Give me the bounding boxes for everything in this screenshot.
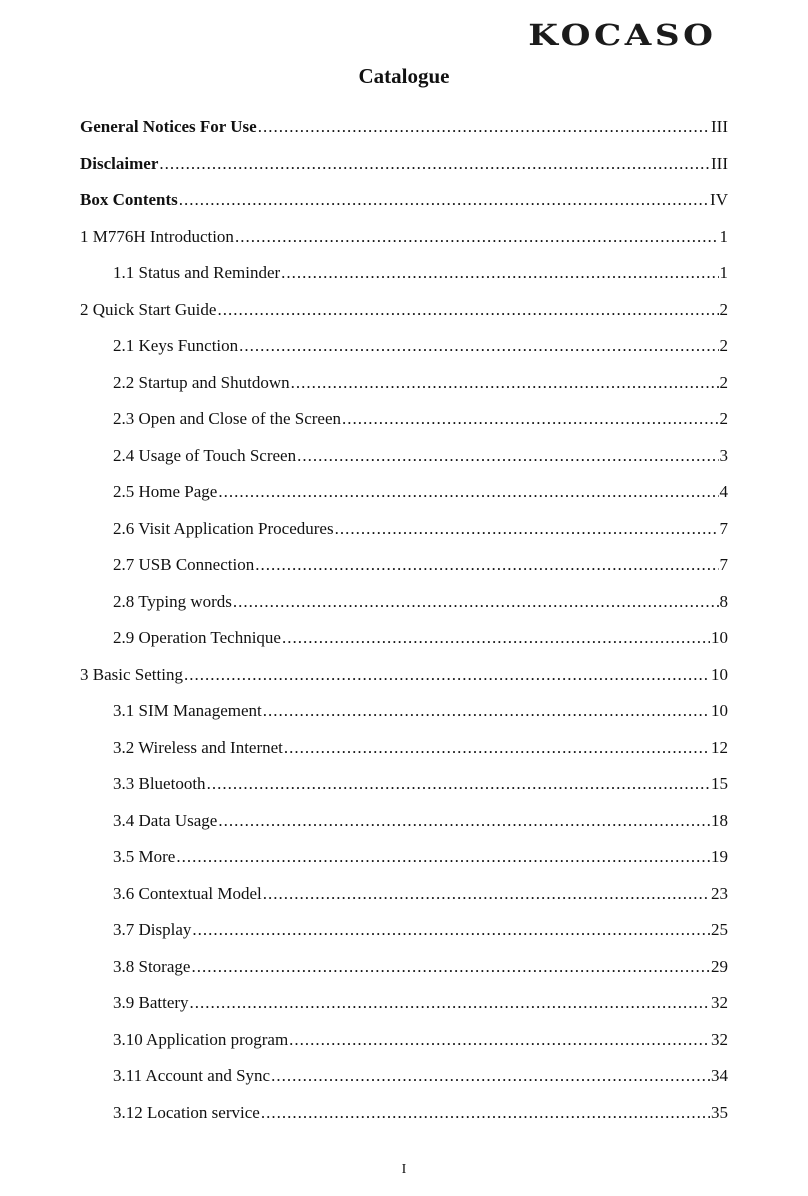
dot-leader (217, 297, 718, 323)
toc-entry-label: 2.1 Keys Function (113, 336, 239, 355)
dot-leader (284, 735, 710, 761)
toc-entry[interactable] (80, 443, 728, 480)
toc-entry[interactable] (80, 990, 728, 1027)
kocaso-logo: KOCASO (527, 18, 716, 52)
dot-leader (233, 589, 719, 615)
toc-entry[interactable] (80, 297, 728, 334)
dot-leader (291, 370, 719, 396)
toc-entry-page: 32 (711, 1029, 728, 1049)
toc-entry-page: 2 (719, 299, 728, 319)
dot-leader (258, 114, 710, 140)
toc-entry-label: 3.2 Wireless and Internet (113, 737, 283, 757)
toc-entry[interactable] (80, 370, 728, 407)
dot-leader (218, 808, 710, 834)
toc-entry-label: 3.7 Display (113, 920, 192, 939)
toc-entry-page: 7 (719, 518, 728, 538)
toc-entry-page: IV (710, 190, 728, 209)
toc-entry[interactable] (80, 406, 728, 443)
toc-entry-page: 18 (711, 810, 728, 830)
toc-entry[interactable] (80, 151, 728, 188)
dot-leader (176, 844, 710, 870)
toc-entry-label: Box Contents (80, 190, 178, 209)
toc-entry-label: 3.8 Storage (113, 956, 191, 976)
toc-entry-page: 2 (719, 336, 728, 355)
toc-entry-label: 3.5 More (113, 847, 176, 866)
toc-entry-page: 23 (711, 883, 728, 903)
toc-entry-page: 35 (711, 1102, 728, 1122)
toc-entry-page: 34 (711, 1066, 728, 1085)
toc-entry[interactable] (80, 808, 728, 845)
toc-entry-label: 3.6 Contextual Model (113, 883, 262, 903)
dot-leader (297, 443, 718, 469)
toc-entry-label: 2.8 Typing words (113, 591, 232, 611)
page-title: Catalogue (358, 64, 450, 88)
toc-entry[interactable] (80, 187, 728, 224)
toc-entry[interactable] (80, 552, 728, 589)
toc-entry[interactable] (80, 735, 728, 772)
toc-entry-page: 12 (711, 737, 728, 757)
dot-leader (289, 1027, 710, 1053)
toc-entry-label: 3 Basic Setting (80, 664, 183, 684)
toc-entry[interactable] (80, 771, 728, 808)
dot-leader (159, 151, 710, 177)
toc-entry-label: 3.1 SIM Management (113, 701, 262, 720)
toc-entry-page: 4 (719, 482, 728, 501)
toc-entry[interactable] (80, 881, 728, 918)
toc-entry[interactable] (80, 224, 728, 261)
toc-entry[interactable] (80, 333, 728, 370)
toc-entry-page: 29 (711, 956, 728, 976)
toc-entry[interactable] (80, 589, 728, 626)
dot-leader (261, 1100, 710, 1126)
dot-leader (335, 516, 719, 542)
dot-leader (255, 552, 718, 578)
toc-entry-page: 2 (719, 409, 728, 428)
toc-entry-label: 1.1 Status and Reminder (113, 263, 281, 282)
toc-entry-label: 3.4 Data Usage (113, 810, 218, 830)
toc-entry-label: 2.7 USB Connection (113, 555, 255, 574)
toc-entry[interactable] (80, 662, 728, 699)
toc-entry-label: 3.9 Battery (113, 993, 189, 1012)
dot-leader (282, 625, 710, 651)
toc-entry-label: 2.4 Usage of Touch Screen (113, 445, 297, 465)
toc-entry-label: 3.12 Location service (113, 1102, 260, 1122)
dot-leader (263, 698, 710, 724)
toc-entry-page: 1 (719, 226, 728, 246)
toc-entry[interactable] (80, 1100, 728, 1137)
toc-entry-label: 2.5 Home Page (113, 482, 218, 501)
dot-leader (190, 990, 710, 1016)
toc-entry-label: 2.6 Visit Application Procedures (113, 518, 334, 538)
toc-entry-page: 2 (719, 372, 728, 392)
dot-leader (342, 406, 718, 432)
toc-entry-page: 1 (719, 263, 728, 282)
toc-entry-page: 8 (719, 591, 728, 611)
toc-entry[interactable] (80, 844, 728, 881)
toc-entry-page: 25 (711, 920, 728, 939)
toc-entry-label: 3.3 Bluetooth (113, 774, 206, 793)
toc-entry-page: 15 (711, 774, 728, 793)
page-number: I (401, 1162, 407, 1177)
toc-entry[interactable] (80, 1027, 728, 1064)
toc-entry[interactable] (80, 954, 728, 991)
toc-entry-label: 2.2 Startup and Shutdown (113, 372, 290, 392)
dot-leader (239, 333, 718, 359)
dot-leader (207, 771, 710, 797)
dot-leader (184, 662, 710, 688)
toc-entry-label: 2.9 Operation Technique (113, 628, 281, 647)
toc-entry-label: 3.11 Account and Sync (113, 1066, 271, 1085)
toc-entry-page: 10 (711, 701, 728, 720)
table-of-contents (80, 114, 728, 1136)
dot-leader (191, 954, 710, 980)
toc-entry-page: III (711, 117, 728, 136)
dot-leader (263, 881, 710, 907)
toc-entry-label: 3.10 Application program (113, 1029, 289, 1049)
toc-entry[interactable] (80, 260, 728, 297)
toc-entry-page: 10 (711, 664, 728, 684)
toc-entry-page: 3 (719, 445, 728, 465)
dot-leader (281, 260, 718, 286)
toc-entry-page: III (711, 153, 728, 173)
dot-leader (192, 917, 710, 943)
dot-leader (235, 224, 719, 250)
toc-entry-label: 2.3 Open and Close of the Screen (113, 409, 342, 428)
toc-entry-label: Disclaimer (80, 153, 159, 173)
toc-entry[interactable] (80, 479, 728, 516)
toc-entry[interactable] (80, 698, 728, 735)
toc-entry[interactable] (80, 516, 728, 553)
toc-entry-page: 32 (711, 993, 728, 1012)
toc-entry-page: 7 (719, 555, 728, 574)
toc-entry[interactable] (80, 625, 728, 662)
toc-entry-page: 10 (711, 628, 728, 647)
dot-leader (271, 1063, 710, 1089)
dot-leader (218, 479, 718, 505)
toc-entry[interactable] (80, 114, 728, 151)
toc-entry-label: 1 M776H Introduction (80, 226, 234, 246)
toc-entry-page: 19 (711, 847, 728, 866)
toc-entry[interactable] (80, 917, 728, 954)
dot-leader (179, 187, 709, 213)
toc-entry-label: General Notices For Use (80, 117, 257, 136)
toc-entry-label: 2 Quick Start Guide (80, 299, 217, 319)
toc-entry[interactable] (80, 1063, 728, 1100)
